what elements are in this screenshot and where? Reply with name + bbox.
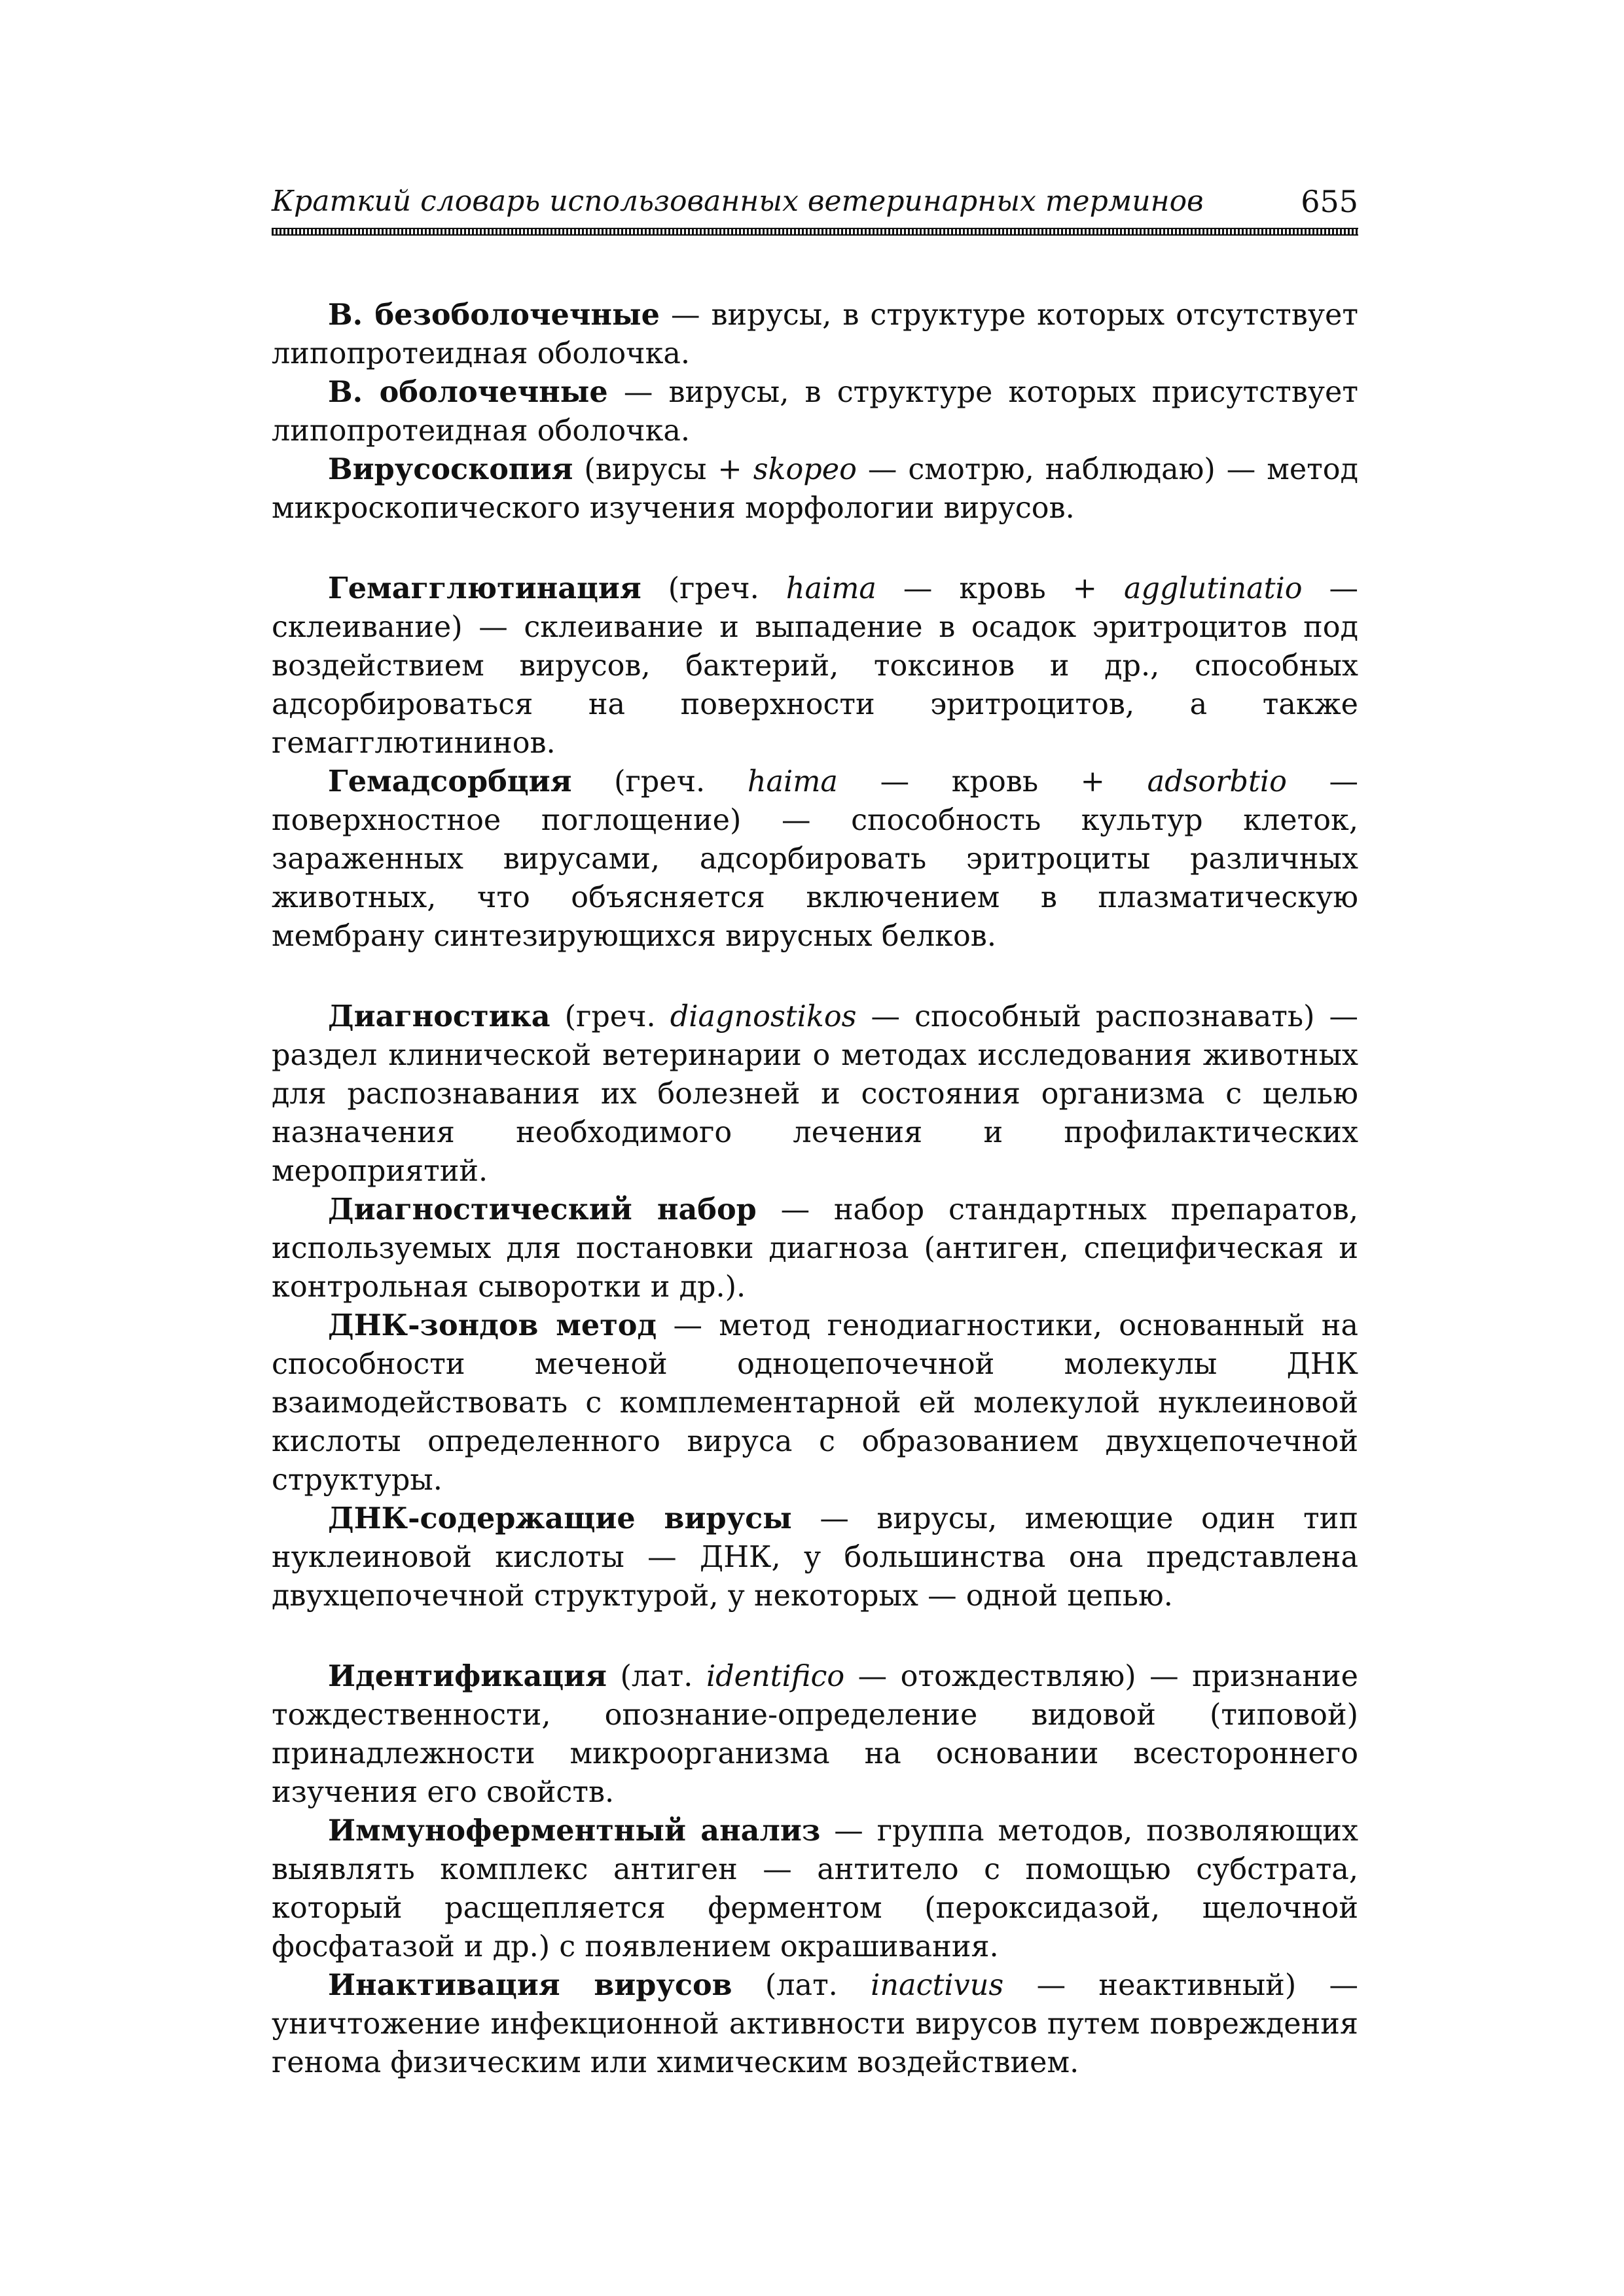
dictionary-content: [272, 296, 1358, 2082]
entry-term: Диагностика: [328, 999, 550, 1033]
entry-term: Гемагглютинация: [328, 571, 641, 605]
entry-etymon: haima: [747, 765, 838, 798]
entry-term: ДНК-зондов метод: [328, 1308, 657, 1342]
entry-text: (лат.: [607, 1660, 706, 1693]
entry-text: — вирусы, в структуре которых присутствует липопротеидная оболочка.: [272, 376, 1358, 448]
entry-term: ДНК-содержащие вирусы: [328, 1501, 792, 1535]
dictionary-entry: [272, 1191, 1358, 1306]
entry-etymon: agglutinatio: [1123, 572, 1303, 605]
dictionary-entry: [272, 373, 1358, 450]
entry-text: (греч.: [571, 765, 748, 798]
entry-text: — смотрю, наблюдаю) — метод микроскопического изучения морфологии вирусов.: [272, 453, 1358, 525]
entry-text: — кровь +: [876, 572, 1124, 605]
entry-text: — отождествляю) — признание тождественности, опознание-определение видовой (типовой) принадлежности микроорганизма на основании всестороннего изучения его свойств.: [272, 1660, 1358, 1809]
entry-term: Вирусоскопия: [328, 452, 573, 486]
section-gap: [272, 528, 1358, 569]
page-number: 655: [1301, 184, 1358, 219]
dictionary-entry: [272, 1812, 1358, 1966]
entry-etymon: skopeo: [753, 453, 857, 486]
dictionary-entry: [272, 450, 1358, 528]
entry-etymon: identifico: [706, 1660, 845, 1693]
entry-text: — склеивание) — склеивание и выпадение в осадок эритроцитов под воздействием вирусов, бактерий, токсинов и др., способных адсорбироваться на поверхности эритроцитов, а также гемагглютининов.: [272, 572, 1359, 760]
dictionary-entry: [272, 296, 1358, 373]
entry-etymon: adsorbtio: [1147, 765, 1287, 798]
dictionary-entry: [272, 1306, 1358, 1499]
entry-etymon: diagnostikos: [670, 1000, 857, 1033]
entry-etymon: haima: [785, 572, 876, 605]
book-page: [272, 183, 1358, 2082]
entry-text: — вирусы, имеющие один тип нуклеиновой кислоты — ДНК, у большинства она представлена двухцепочечной структурой, у некоторых — одной цепью.: [272, 1502, 1358, 1613]
section-gap: [272, 1615, 1358, 1657]
dictionary-entry: [272, 569, 1358, 762]
entry-term: Диагностический набор: [328, 1193, 757, 1227]
entry-term: Инактивация вирусов: [328, 1968, 732, 2002]
entry-text: (греч.: [641, 572, 786, 605]
entry-text: — неактивный) — уничтожение инфекционной активности вирусов путем повреждения генома физическим или химическим воздействием.: [272, 1969, 1359, 2079]
entry-etymon: inactivus: [871, 1969, 1004, 2002]
entry-term: Иммуноферментный анализ: [328, 1814, 821, 1848]
entry-term: В. оболочечные: [328, 375, 608, 409]
entry-text: (лат.: [732, 1969, 871, 2002]
dictionary-entry: [272, 1499, 1358, 1615]
section-gap: [272, 956, 1358, 997]
entry-text: — набор стандартных препаратов, используемых для постановки диагноза (антиген, специфическая и контрольная сыворотки и др.).: [272, 1193, 1359, 1304]
dictionary-entry: [272, 997, 1358, 1191]
dictionary-entry: [272, 1966, 1358, 2082]
entry-text: (вирусы +: [573, 453, 753, 486]
entry-term: Гемадсорбция: [328, 764, 572, 798]
entry-term: Идентификация: [328, 1659, 607, 1693]
entry-text: — вирусы, в структуре которых отсутствует липопротеидная оболочка.: [272, 298, 1358, 370]
entry-text: — группа методов, позволяющих выявлять комплекс антиген — антитело с помощью субстрата, который расщепляется ферментом (пероксидазой, щелочной фосфатазой и др.) с появлением окрашивания.: [272, 1814, 1358, 1964]
entry-text: — поверхностное поглощение) — способность культур клеток, зараженных вирусами, адсорбировать эритроциты различных животных, что объясняется включением в плазматическую мембрану синтезирующихся вирусных белков.: [272, 765, 1359, 953]
entry-text: — способный распознавать) — раздел клинической ветеринарии о методах исследования животных для распознавания их болезней и состояния организма с целью назначения необходимого лечения и профилактических мероприятий.: [272, 1000, 1358, 1188]
entry-text: (греч.: [550, 1000, 670, 1033]
running-header: [272, 183, 1358, 225]
header-rule: [272, 228, 1358, 236]
entry-term: В. безоболочечные: [328, 298, 660, 332]
dictionary-entry: [272, 762, 1358, 956]
dictionary-entry: [272, 1657, 1358, 1812]
running-header-title: Краткий словарь использованных ветеринарных терминов: [272, 185, 1204, 218]
entry-text: — метод генодиагностики, основанный на способности меченой одноцепочечной молекулы ДНК взаимодействовать с комплементарной ей молекулой нуклеиновой кислоты определенного вируса с образованием двухцепочечной структуры.: [272, 1309, 1358, 1497]
entry-text: — кровь +: [837, 765, 1147, 798]
